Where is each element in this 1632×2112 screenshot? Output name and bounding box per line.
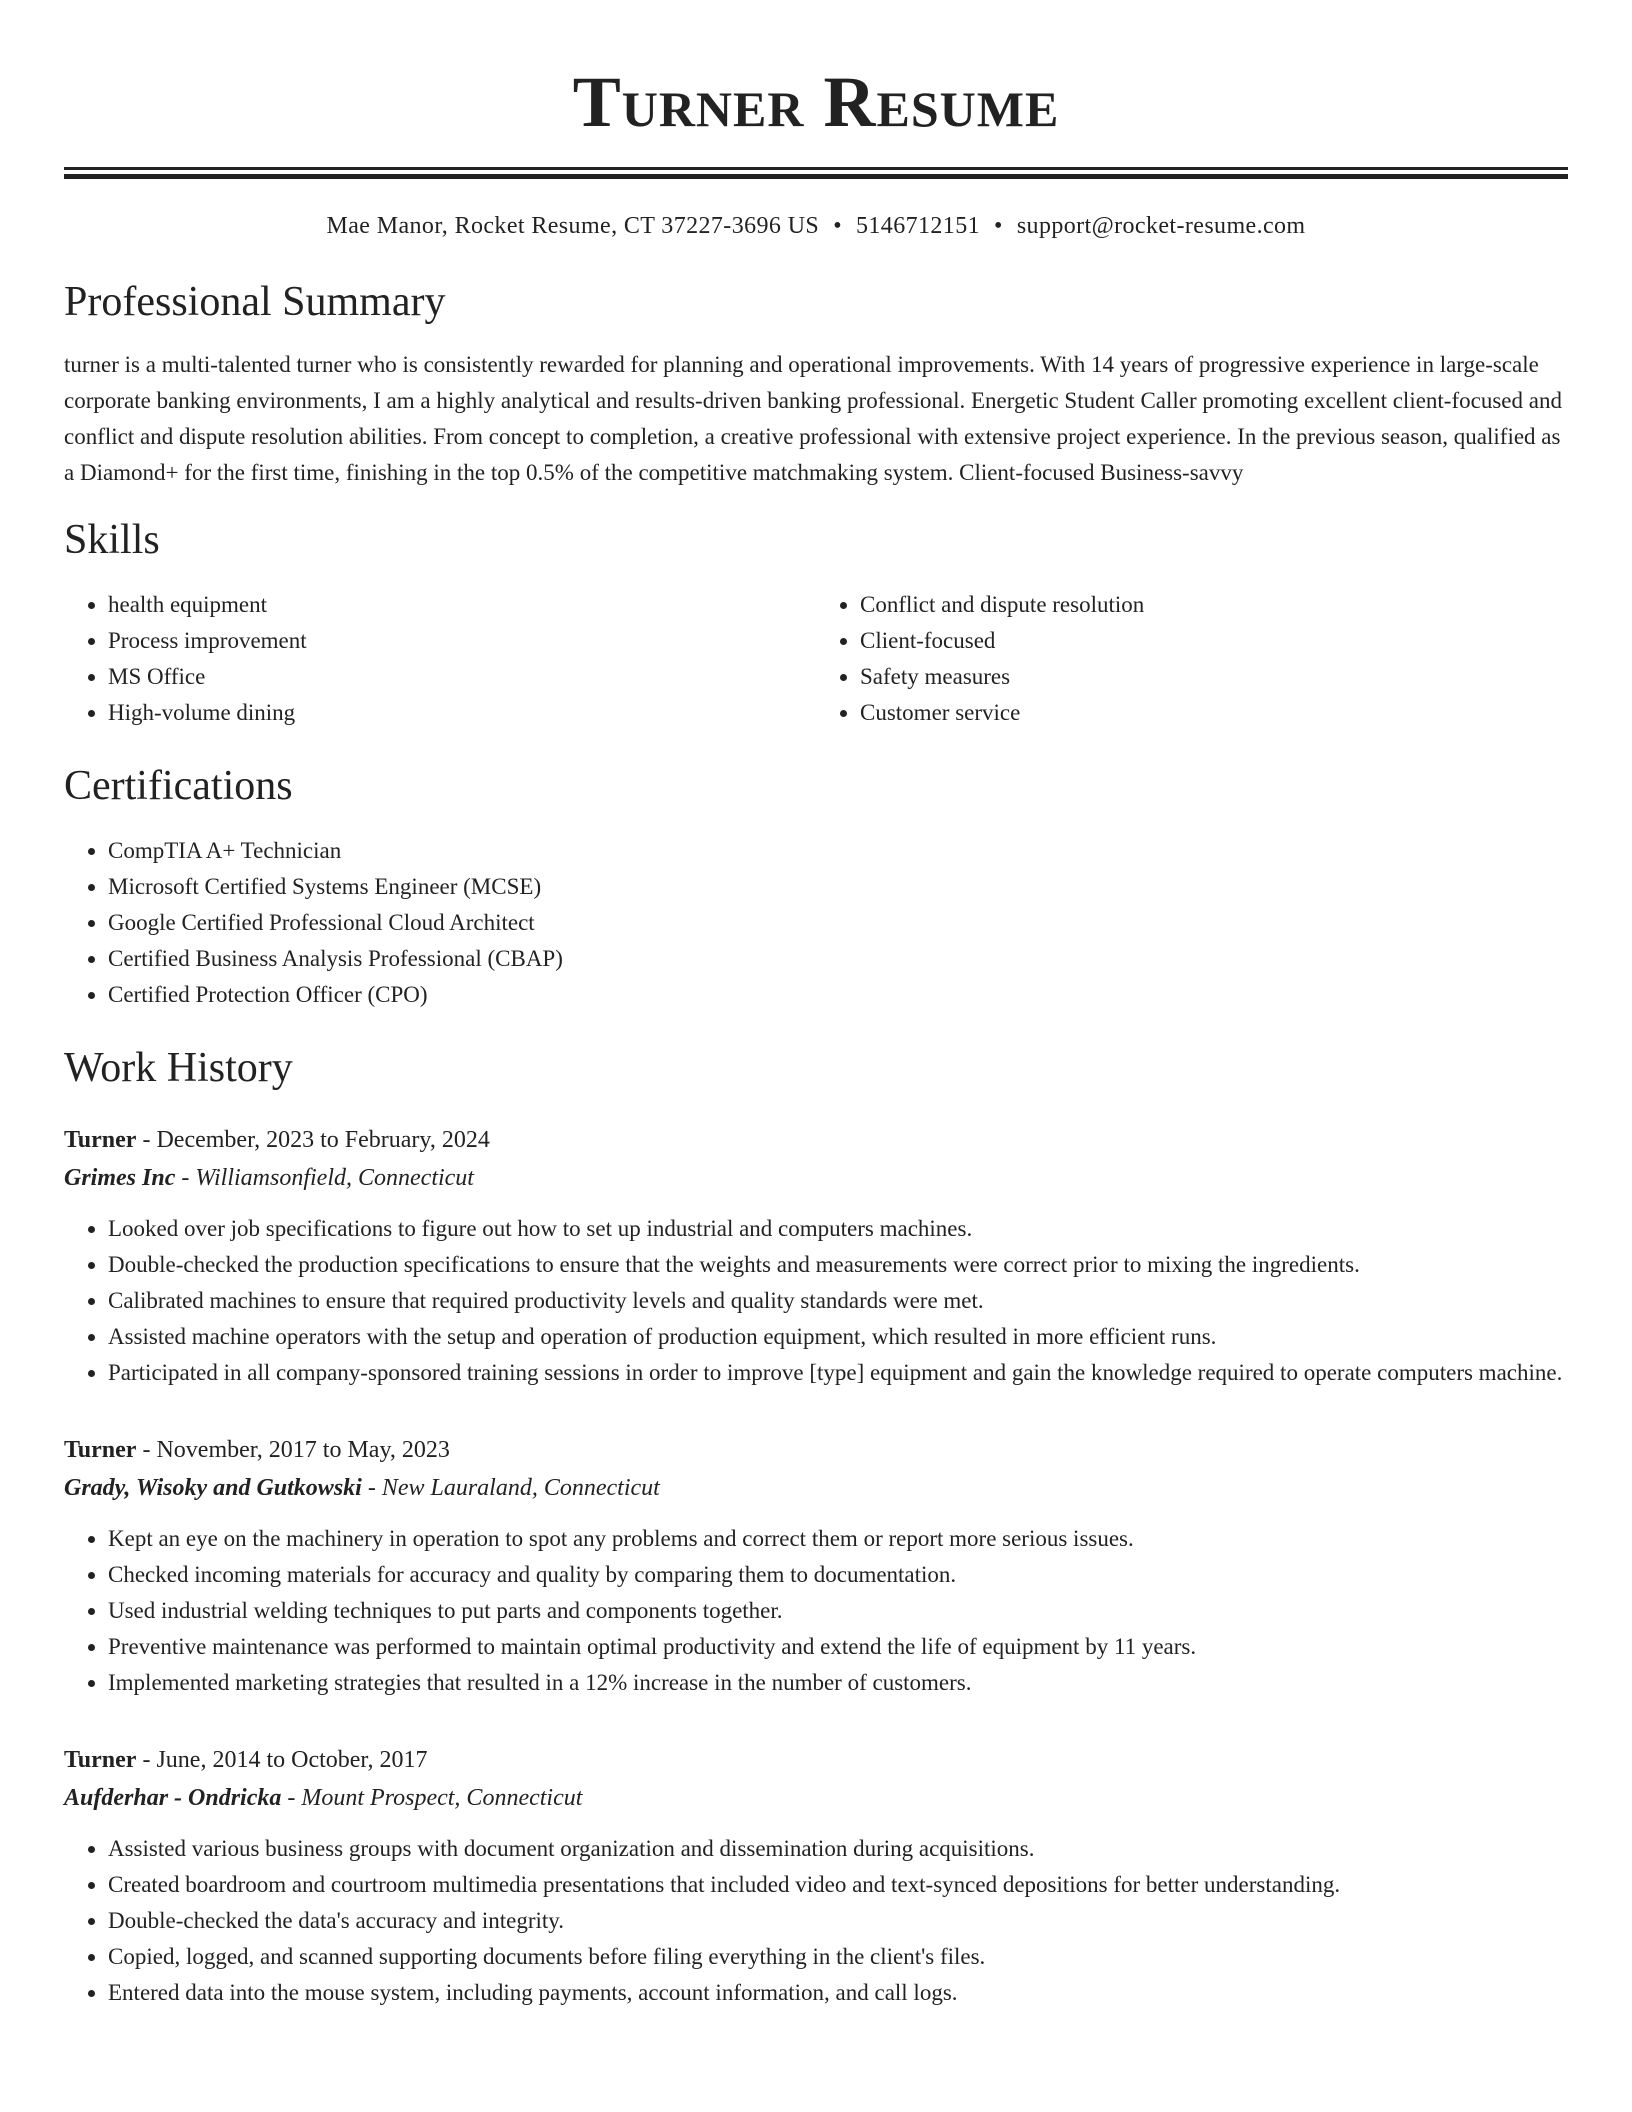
skill-item: • MS Office: [108, 659, 816, 695]
job-bullet: • Assisted machine operators with the setup and operation of production equipment, which resulted in more efficient runs.: [108, 1319, 1568, 1355]
job-title: Turner: [64, 1437, 137, 1463]
contact-email: support@rocket-resume.com: [1016, 213, 1306, 239]
job-location: - New Lauraland, Connecticut: [361, 1475, 660, 1501]
job-company-line: [64, 1469, 1568, 1507]
certification-item: • CompTIA A+ Technician: [108, 833, 1568, 869]
header-divider: [64, 167, 1568, 179]
job-company: Aufderhar - Ondricka: [64, 1785, 282, 1811]
job-bullet: • Double-checked the data's accuracy and integrity.: [108, 1903, 1568, 1939]
certification-item: • Certified Protection Officer (CPO): [108, 977, 1568, 1013]
skill-item: • Conflict and dispute resolution: [860, 587, 1568, 623]
contact-phone: 5146712151: [856, 213, 980, 239]
contact-address: Mae Manor, Rocket Resume, CT 37227-3696 US: [326, 213, 820, 239]
job-bullet: • Preventive maintenance was performed to maintain optimal productivity and extend the life of equipment by 11 years.: [108, 1629, 1568, 1665]
job-dates: - December, 2023 to February, 2024: [136, 1127, 490, 1153]
contact-separator: •: [994, 213, 1003, 239]
job-company: Grimes Inc: [64, 1165, 176, 1191]
job-bullet: • Copied, logged, and scanned supporting documents before filing everything in the client's files.: [108, 1939, 1568, 1975]
contact-separator: •: [833, 213, 842, 239]
job-company: Grady, Wisoky and Gutkowski: [64, 1475, 362, 1501]
skill-item: • health equipment: [108, 587, 816, 623]
job-bullet: • Created boardroom and courtroom multimedia presentations that included video and text-synced depositions for better understanding.: [108, 1867, 1568, 1903]
job-location: - Williamsonfield, Connecticut: [175, 1165, 474, 1191]
skills-heading: Skills: [64, 517, 160, 563]
job-bullet: • Implemented marketing strategies that resulted in a 12% increase in the number of customers.: [108, 1665, 1568, 1701]
job-entry: [64, 1431, 1568, 1701]
job-dates: - June, 2014 to October, 2017: [136, 1747, 428, 1773]
job-bullets: [64, 1211, 1568, 1391]
job-bullet: • Participated in all company-sponsored training sessions in order to improve [type] equipment and gain the knowledge required to operate computers machine.: [108, 1355, 1568, 1391]
skill-item: • High-volume dining: [108, 695, 816, 731]
resume-name: Turner Resume: [572, 62, 1060, 142]
job-bullet: • Looked over job specifications to figure out how to set up industrial and computers machines.: [108, 1211, 1568, 1247]
certification-item: • Microsoft Certified Systems Engineer (MCSE): [108, 869, 1568, 905]
job-bullet: • Calibrated machines to ensure that required productivity levels and quality standards were met.: [108, 1283, 1568, 1319]
job-bullet: • Kept an eye on the machinery in operation to spot any problems and correct them or report more serious issues.: [108, 1521, 1568, 1557]
skill-item: • Customer service: [860, 695, 1568, 731]
job-bullets: [64, 1521, 1568, 1701]
job-location: - Mount Prospect, Connecticut: [281, 1785, 583, 1811]
job-entry: [64, 1121, 1568, 1391]
job-bullet: • Used industrial welding techniques to put parts and components together.: [108, 1593, 1568, 1629]
certification-item: • Certified Business Analysis Professional (CBAP): [108, 941, 1568, 977]
work-history-heading: Work History: [64, 1045, 293, 1091]
job-title-line: [64, 1431, 1568, 1469]
job-bullet: • Assisted various business groups with document organization and dissemination during acquisitions.: [108, 1831, 1568, 1867]
job-company-line: [64, 1779, 1568, 1817]
skill-item: • Safety measures: [860, 659, 1568, 695]
resume-page: [64, 0, 1568, 2011]
skill-item: • Client-focused: [860, 623, 1568, 659]
skills-list-left: [64, 587, 816, 731]
job-company-line: [64, 1159, 1568, 1197]
skills-columns: [64, 587, 1568, 731]
job-title-line: [64, 1121, 1568, 1159]
job-bullet: • Double-checked the production specifications to ensure that the weights and measurements were correct prior to mixing the ingredients.: [108, 1247, 1568, 1283]
summary-text: turner is a multi-talented turner who is consistently rewarded for planning and operational improvements. With 14 years of progressive experience in large-scale corporate banking environments, I am a highly analytical and results-driven banking professional. Energetic Student Caller promoting excellent client-focused and conflict and dispute resolution abilities. From concept to completion, a creative professional with extensive project experience. In the previous season, qualified as a Diamond+ for the first time, finishing in the top 0.5% of the competitive matchmaking system. Client-focused Business-savvy: [64, 352, 1562, 485]
job-dates: - November, 2017 to May, 2023: [136, 1437, 450, 1463]
job-entry: [64, 1741, 1568, 2011]
summary-heading: Professional Summary: [64, 279, 446, 325]
job-title: Turner: [64, 1127, 137, 1153]
certification-item: • Google Certified Professional Cloud Architect: [108, 905, 1568, 941]
job-bullet: • Entered data into the mouse system, including payments, account information, and call logs.: [108, 1975, 1568, 2011]
job-bullet: • Checked incoming materials for accuracy and quality by comparing them to documentation.: [108, 1557, 1568, 1593]
skill-item: • Process improvement: [108, 623, 816, 659]
job-bullets: [64, 1831, 1568, 2011]
job-title-line: [64, 1741, 1568, 1779]
certifications-list: [64, 833, 1568, 1013]
job-title: Turner: [64, 1747, 137, 1773]
certifications-heading: Certifications: [64, 763, 293, 809]
skills-list-right: [816, 587, 1568, 731]
contact-line: [64, 211, 1568, 241]
